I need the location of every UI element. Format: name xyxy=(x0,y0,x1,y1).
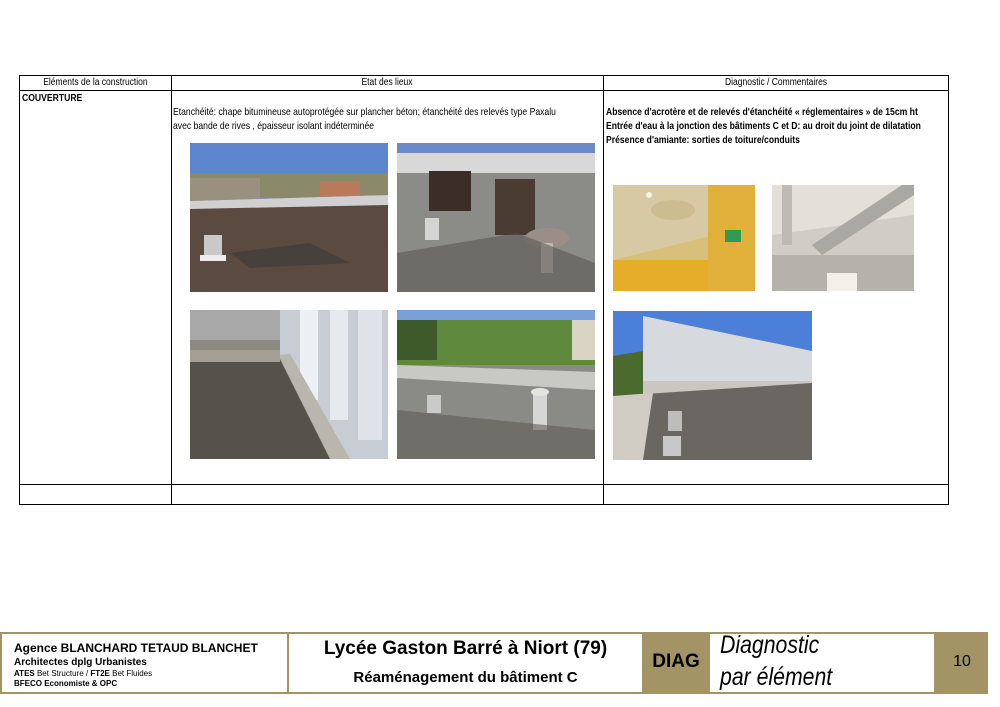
agency-box xyxy=(0,632,289,694)
partners-line-2: BFECO Economiste & OPC xyxy=(14,679,118,688)
project-subtitle: Réaménagement du bâtiment C xyxy=(353,669,578,686)
header-divider xyxy=(20,90,948,91)
page-number: 10 xyxy=(953,653,971,670)
roof-photo-2 xyxy=(397,143,595,292)
roof-photo-4 xyxy=(397,310,595,459)
header-elements: Eléments de la construction xyxy=(43,77,148,88)
header-etat: Etat des lieux xyxy=(361,77,414,88)
section-title-line-1: Diagnostic xyxy=(720,631,820,659)
section-title-line-2: par élément xyxy=(720,663,833,691)
header-diagnostic: Diagnostic / Commentaires xyxy=(725,77,828,88)
roof-photo-3 xyxy=(190,310,388,459)
element-label: COUVERTURE xyxy=(22,92,83,104)
agency-subtitle: Architectes dplg Urbanistes xyxy=(14,657,147,668)
page-number-box xyxy=(936,632,988,694)
column-divider xyxy=(603,76,604,504)
diagnostic-text: Absence d'acrotère et de relevés d'étanchéité « réglementaires » de 15cm ht Entrée d'eau à la jonction des bâtiments C et D: au droit du joint de dilatation Présence d'amiante: sorties de toiture/conduits xyxy=(606,106,921,146)
column-divider xyxy=(171,76,172,504)
ceiling-photo-2 xyxy=(772,185,914,291)
project-box xyxy=(289,632,644,694)
diag-tag-box xyxy=(644,632,708,694)
section-title-box xyxy=(708,632,936,694)
facade-photo xyxy=(613,311,812,460)
project-title: Lycée Gaston Barré à Niort (79) xyxy=(323,638,608,659)
diag-tag: DIAG xyxy=(652,651,700,672)
page-footer xyxy=(0,632,988,694)
roof-photo-1 xyxy=(190,143,388,292)
etat-text: Etanchéité: chape bitumineuse autoprotégée sur plancher béton; étanchéité des relevés type Paxalu avec bande de rives , épaisseur isolant indéterminée xyxy=(173,106,556,132)
row-divider xyxy=(20,484,948,485)
partners-line-1: ATES Bet Structure / FT2E Bet Fluides xyxy=(14,669,153,678)
agency-name: Agence BLANCHARD TETAUD BLANCHET xyxy=(14,641,258,655)
ceiling-photo-1 xyxy=(613,185,755,291)
